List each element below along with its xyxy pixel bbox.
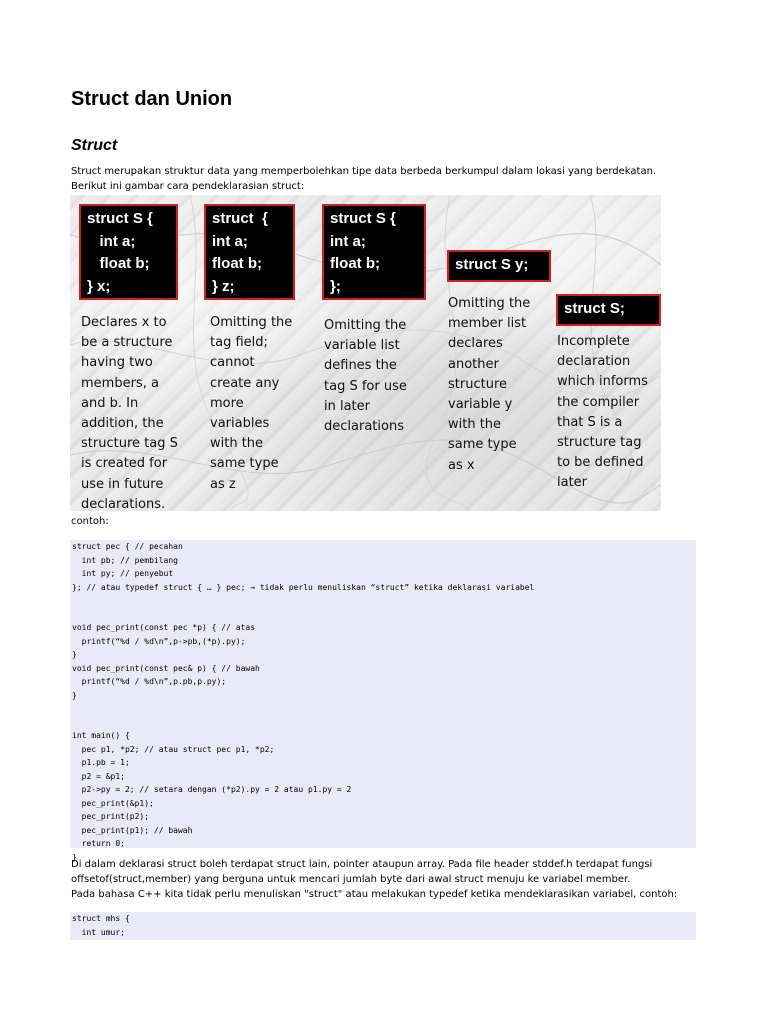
code-box-panel-1 [79, 204, 178, 300]
desc-line: same type [210, 456, 279, 472]
code-line [72, 716, 696, 730]
desc-panel-2 [210, 313, 292, 495]
code-line: int a; [212, 232, 248, 250]
code-line: int a; [87, 232, 136, 250]
desc-line: in later [324, 398, 371, 414]
code-line: struct S { [87, 210, 153, 227]
desc-line: tag S for use [324, 378, 407, 394]
code-line: int umur; [72, 927, 125, 937]
code-line: } [72, 852, 77, 862]
code-line: struct mhs { [72, 914, 130, 923]
intro-line: Berikut ini gambar cara pendeklarasian struct: [71, 181, 305, 192]
desc-line: variables [210, 416, 270, 432]
desc-line: which informs [557, 374, 648, 390]
desc-line: another [448, 356, 499, 372]
code-line: int a; [330, 232, 366, 250]
code-line: int py; // penyebut [72, 569, 174, 578]
desc-line: tag field; [210, 335, 268, 351]
desc-line: as z [210, 476, 236, 492]
code-line: return 0; [72, 839, 125, 848]
desc-line: cannot [210, 355, 255, 371]
code-line: pec_print(p1); // bawah [72, 825, 193, 835]
desc-line: variable list [324, 338, 400, 354]
desc-line: create any [210, 375, 280, 391]
code-line: } z; [212, 277, 235, 295]
code-line: }; [330, 277, 341, 295]
code-line: int main() { [72, 731, 130, 740]
contoh-text: contoh: [71, 516, 109, 527]
code-line [72, 702, 696, 716]
code-box-panel-4 [447, 250, 551, 282]
desc-line: addition, the [81, 416, 164, 432]
code-line: pec_print(&p1); [72, 798, 154, 808]
code-line: struct S { [330, 210, 396, 227]
code-line: void pec_print(const pec *p) { // atas [72, 623, 256, 632]
desc-line: variable y [448, 397, 513, 413]
desc-line: Incomplete [557, 334, 630, 349]
desc-line: structure [448, 376, 507, 392]
code-line: } x; [87, 277, 111, 295]
page-title: Struct dan Union [71, 88, 233, 110]
desc-line: Omitting the [448, 296, 531, 311]
desc-panel-4 [448, 294, 530, 476]
desc-line: having two [81, 355, 153, 371]
code-box-panel-3 [322, 204, 426, 300]
desc-line: declarations. [81, 496, 166, 511]
middle-line: Pada bahasa C++ kita tidak perlu menuliskan "struct" atau melakukan typedef ketika mendeklarasikan variabel, contoh: [71, 889, 678, 900]
desc-line: with the [210, 436, 264, 452]
code-line: int pb; // pembilang [72, 555, 178, 565]
code-line: float b; [330, 255, 380, 272]
code-line [72, 594, 696, 608]
code-line: float b; [212, 255, 262, 272]
desc-line: declarations [324, 419, 404, 435]
desc-panel-1 [81, 313, 178, 511]
desc-line: Omitting the [324, 318, 407, 333]
code-line: p1.pb = 1; [72, 758, 130, 767]
desc-line: structure tag S [81, 436, 178, 452]
code-line: float b; [87, 255, 150, 272]
code-line: pec p1, *p2; // atau struct pec p1, *p2; [72, 744, 275, 754]
section-title: Struct [71, 137, 118, 154]
code-line: struct pec { // pecahan [72, 542, 183, 551]
intro-line: Struct merupakan struktur data yang memperbolehkan tipe data berbeda berkumpul dalam lokasi yang berdekatan. [71, 166, 657, 177]
middle-line: Di dalam deklarasi struct boleh terdapat struct lain, pointer ataupun array. Pada file header stddef.h terdapat fungsi [71, 859, 653, 870]
desc-panel-5 [557, 332, 648, 494]
desc-line: Declares x to [81, 315, 167, 330]
desc-line: as x [448, 457, 475, 473]
code-line: struct { [212, 210, 268, 227]
code-line: struct S; [564, 300, 625, 317]
code-line [72, 608, 696, 622]
desc-line: same type [448, 437, 517, 453]
code-box-panel-2 [204, 204, 295, 300]
code-line: struct S y; [455, 256, 529, 273]
contoh-label [71, 514, 701, 529]
struct-declaration-figure [70, 195, 661, 511]
desc-line: declares [448, 336, 503, 352]
middle-paragraph [71, 857, 701, 902]
desc-line: use in future [81, 476, 164, 492]
code-block-1 [70, 540, 696, 862]
code-line: void pec_print(const pec& p) { // bawah [72, 663, 260, 673]
desc-line: be a structure [81, 335, 173, 351]
desc-line: to be defined [557, 455, 644, 471]
desc-line: the compiler [557, 394, 640, 410]
desc-line: is created for [81, 456, 168, 472]
code-line: p2 = &p1; [72, 771, 125, 781]
desc-line: member list [448, 316, 527, 332]
code-line: printf(“%d / %d\n”,p.pb,p.py); [72, 677, 227, 686]
desc-line: declaration [557, 354, 631, 370]
desc-line: more [210, 395, 244, 411]
desc-line: Omitting the [210, 315, 293, 330]
desc-panel-3 [324, 316, 407, 437]
code-line: p2->py = 2; // setara dengan (*p2).py = 2 atau p1.py = 2 [72, 785, 352, 794]
code-line: }; // atau typedef struct { … } pec; → tidak perlu menuliskan “struct” ketika deklarasi variabel [72, 582, 535, 592]
desc-line: defines the [324, 358, 397, 374]
desc-line: later [557, 475, 588, 491]
desc-line: with the [448, 417, 502, 433]
intro-paragraph [71, 164, 701, 194]
desc-line: and b. In [81, 395, 139, 411]
desc-line: that S is a [557, 414, 623, 430]
code-line: pec_print(p2); [72, 812, 150, 821]
code-box-panel-5 [556, 294, 661, 326]
desc-line: members, a [81, 375, 159, 391]
desc-line: structure tag [557, 435, 642, 451]
code-line: } [72, 650, 77, 659]
middle-line: offsetof(struct,member) yang berguna untuk mencari jumlah byte dari awal struct menuju ke variabel member. [71, 874, 631, 885]
code-line: printf(“%d / %d\n”,p->pb,(*p).py); [72, 636, 246, 646]
code-line: } [72, 690, 77, 700]
code-block-2 [70, 912, 696, 940]
